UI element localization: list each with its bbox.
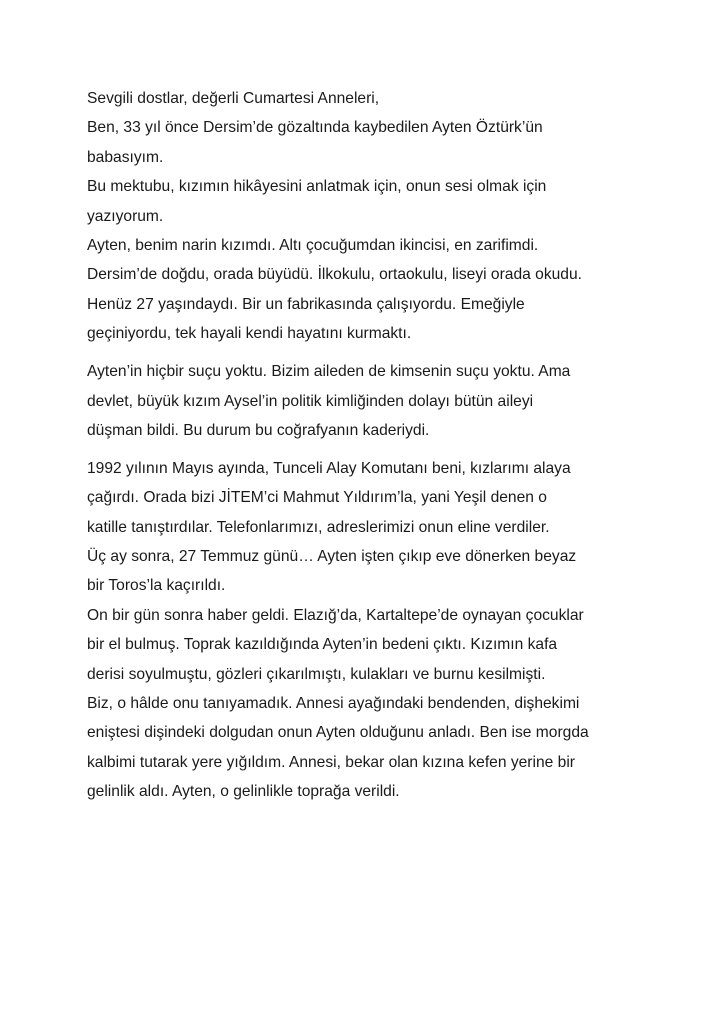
letter-body: [87, 84, 647, 807]
text-line: Ayten, benim narin kızımdı. Altı çocuğumdan ikincisi, en zarifimdi.: [87, 236, 539, 254]
text-line: Bu mektubu, kızımın hikâyesini anlatmak için, onun sesi olmak için: [87, 178, 547, 196]
text-line: Biz, o hâlde onu tanıyamadık. Annesi ayağındaki bendenden, dişhekimi: [87, 695, 580, 712]
text-line: yazıyorum.: [87, 207, 164, 225]
text-line: On bir gün sonra haber geldi. Elazığ’da, Kartaltepe’de oynayan çocuklar: [87, 606, 584, 624]
text-line: derisi soyulmuştu, gözleri çıkarılmıştı, kulakları ve burnu kesilmişti.: [87, 665, 546, 683]
text-line: bir el bulmuş. Toprak kazıldığında Ayten’in bedeni çıktı. Kızımın kafa: [87, 636, 558, 654]
paragraph-1: [87, 84, 647, 349]
text-line: Üç ay sonra, 27 Temmuz günü… Ayten işten çıkıp eve dönerken beyaz: [87, 548, 577, 566]
text-line: gelinlik aldı. Ayten, o gelinlikle toprağa verildi.: [87, 783, 400, 801]
text-line: çağırdı. Orada bizi JİTEM’ci Mahmut Yıldırım’la, yani Yeşil denen o: [87, 489, 547, 507]
text-line: eniştesi dişindeki dolgudan onun Ayten olduğunu anladı. Ben ise morgda: [87, 724, 589, 742]
text-line: bir Toros’la kaçırıldı.: [87, 577, 226, 595]
text-line: düşman bildi. Bu durum bu coğrafyanın kaderiydi.: [87, 421, 430, 439]
paragraph-2: [87, 357, 647, 445]
text-line: 1992 yılının Mayıs ayında, Tunceli Alay Komutanı beni, kızlarımı alaya: [87, 459, 571, 477]
text-line: Sevgili dostlar, değerli Cumartesi Anneleri,: [87, 90, 380, 107]
text-line: Dersim’de doğdu, orada büyüdü. İlkokulu, ortaokulu, liseyi orada okudu.: [87, 266, 582, 284]
text-line: geçiniyordu, tek hayali kendi hayatını kurmaktı.: [87, 325, 412, 343]
text-line: kalbimi tutarak yere yığıldım. Annesi, bekar olan kızına kefen yerine bir: [87, 753, 575, 771]
text-line: babasıyım.: [87, 148, 164, 166]
paragraph-3: [87, 454, 647, 807]
text-line: Henüz 27 yaşındaydı. Bir un fabrikasında çalışıyordu. Emeğiyle: [87, 295, 525, 313]
text-line: devlet, büyük kızım Aysel’in politik kimliğinden dolayı bütün aileyi: [87, 392, 534, 410]
text-line: Ben, 33 yıl önce Dersim’de gözaltında kaybedilen Ayten Öztürk’ün: [87, 119, 543, 137]
text-line: katille tanıştırdılar. Telefonlarımızı, adreslerimizi onun eline verdiler.: [87, 518, 550, 536]
text-line: Ayten’in hiçbir suçu yoktu. Bizim aileden de kimsenin suçu yoktu. Ama: [87, 363, 571, 381]
